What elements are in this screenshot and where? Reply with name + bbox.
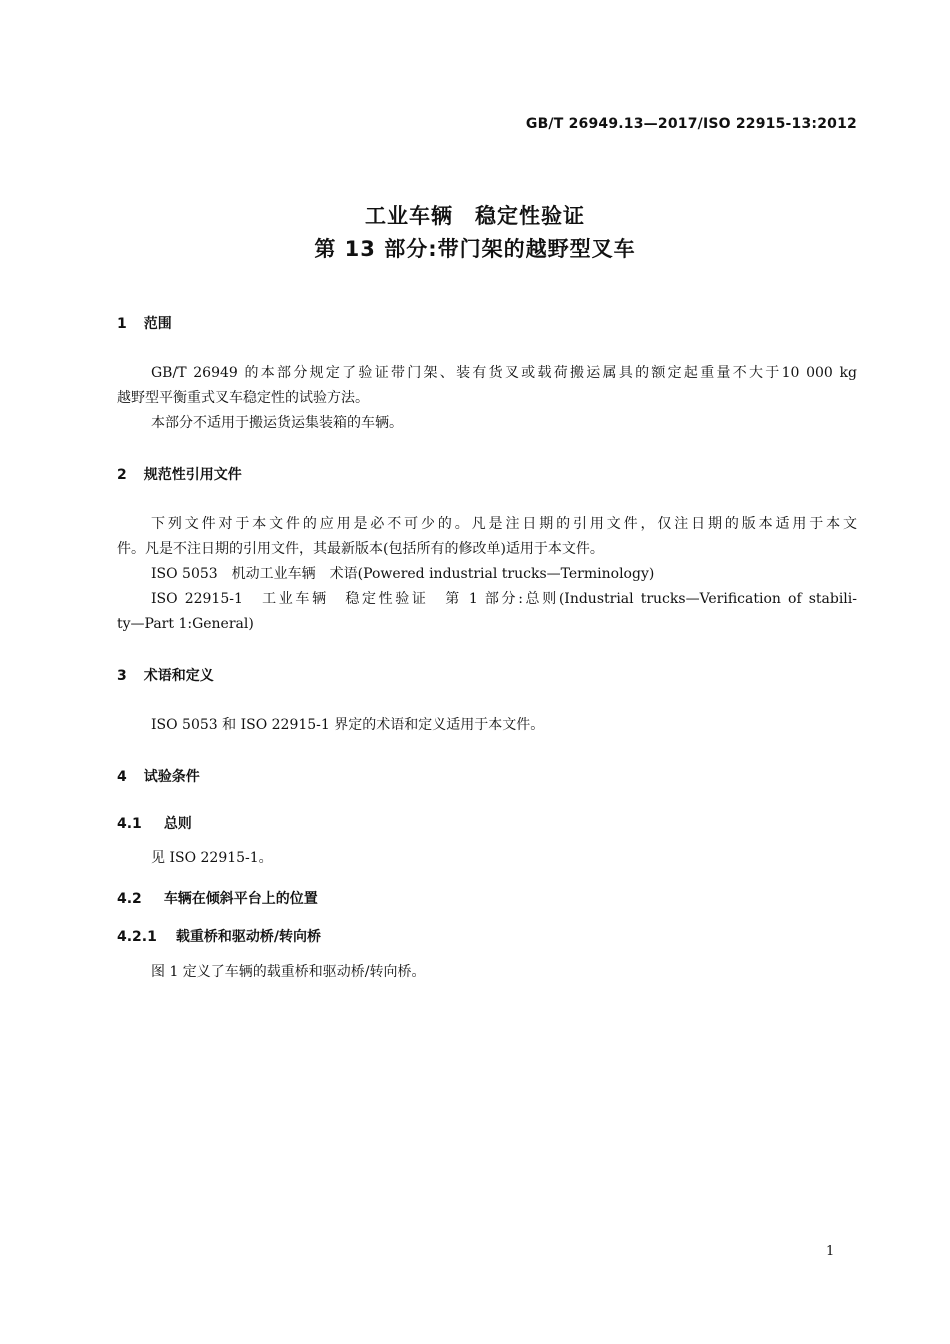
section-4-2-heading <box>117 888 318 908</box>
section-title: 范围 <box>143 316 172 332</box>
section-3-para-1: ISO 5053 和 ISO 22915-1 界定的术语和定义适用于本文件。 <box>151 717 545 733</box>
section-2-para-1-line-2: 件。凡是不注日期的引用文件，其最新版本(包括所有的修改单)适用于本文件。 <box>117 541 604 557</box>
standard-code: GB/T 26949.13—2017/ISO 22915-13:2012 <box>525 116 857 132</box>
section-4-2-1-text: 图 1 定义了车辆的载重桥和驱动桥/转向桥。 <box>151 964 426 980</box>
section-number: 3 <box>117 668 127 684</box>
section-4-2-1-heading <box>117 926 321 946</box>
section-number: 4.1 <box>117 816 142 832</box>
section-1-para-2: 本部分不适用于搬运货运集装箱的车辆。 <box>151 415 403 431</box>
section-2-heading <box>117 464 242 484</box>
title-line-2: 第 13 部分:带门架的越野型叉车 <box>314 237 636 261</box>
section-title: 总则 <box>163 816 192 832</box>
title-line-1: 工业车辆 稳定性验证 <box>365 204 585 228</box>
section-number: 1 <box>117 316 127 332</box>
section-number: 4 <box>117 769 127 785</box>
section-4-heading <box>117 766 200 786</box>
section-title: 术语和定义 <box>143 668 214 684</box>
section-2-para-1-line-1: 下列文件对于本文件的应用是必不可少的。凡是注日期的引用文件，仅注日期的版本适用于本文 <box>151 516 857 532</box>
section-title: 载重桥和驱动桥/转向桥 <box>175 929 321 945</box>
section-number: 2 <box>117 467 127 483</box>
reference-iso-22915-1-line-2: ty—Part 1:General) <box>117 616 254 632</box>
section-number: 4.2 <box>117 891 142 907</box>
section-title: 车辆在倾斜平台上的位置 <box>163 891 318 907</box>
reference-iso-22915-1-line-1: ISO 22915-1 工业车辆 稳定性验证 第 1 部分:总则(Industrial trucks—Verification of stabili- <box>151 591 857 607</box>
section-3-heading <box>117 665 214 685</box>
section-1-para-1-line-2: 越野型平衡重式叉车稳定性的试验方法。 <box>117 390 369 406</box>
section-1-heading <box>117 313 172 333</box>
section-title: 规范性引用文件 <box>143 467 242 483</box>
section-4-1-text: 见 ISO 22915-1。 <box>151 850 273 866</box>
section-1-para-1-line-1: GB/T 26949 的本部分规定了验证带门架、装有货叉或载荷搬运属具的额定起重量不大于10 000 kg <box>151 365 857 381</box>
reference-iso-5053: ISO 5053 机动工业车辆 术语(Powered industrial trucks—Terminology) <box>151 566 655 582</box>
section-title: 试验条件 <box>143 769 200 785</box>
section-number: 4.2.1 <box>117 929 157 945</box>
page-number: 1 <box>826 1244 835 1259</box>
section-4-1-heading <box>117 813 192 833</box>
